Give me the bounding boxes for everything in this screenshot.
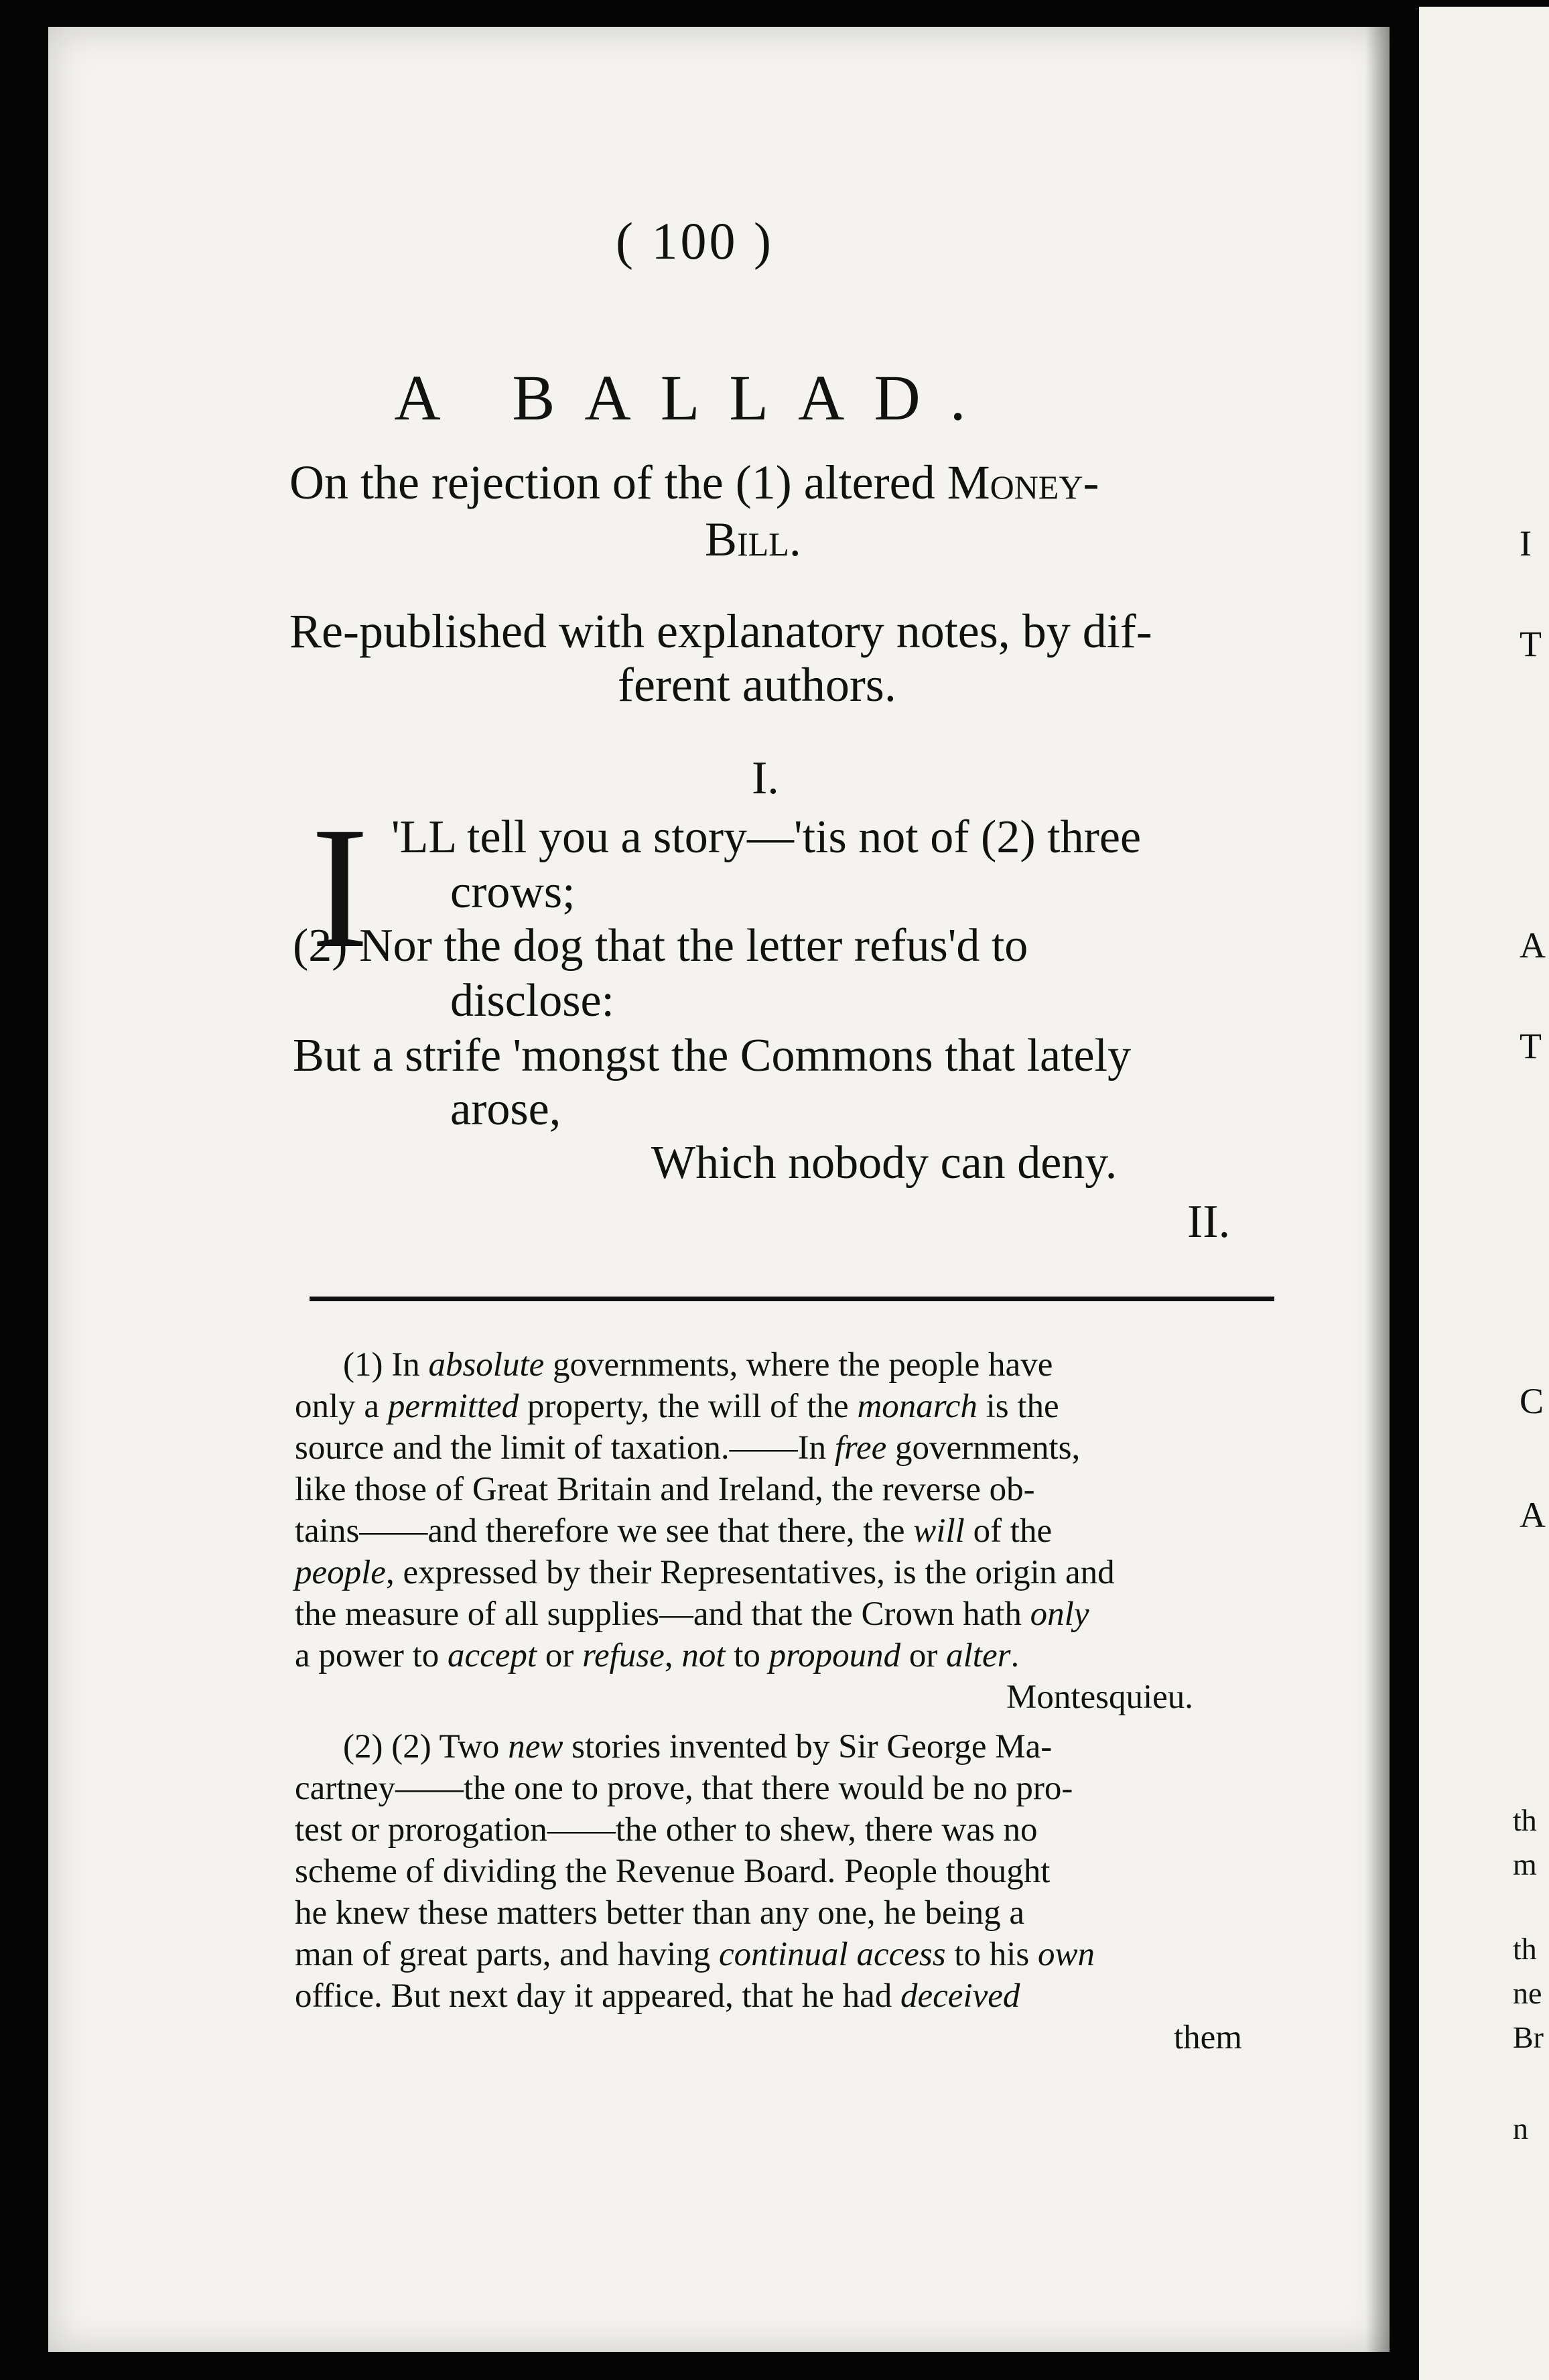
drop-cap: I [311,791,369,984]
catchword: II. [1187,1196,1231,1248]
adjacent-fragment: A [1520,925,1546,966]
note-1-line-2: only a permitted property, the will of the monarch is the [295,1388,1059,1425]
subtitle-line-4: ferent authors. [618,658,896,712]
adjacent-fragment: C [1520,1381,1544,1421]
stanza-number: I. [752,752,779,804]
subtitle-bill-word: Bill. [705,513,801,566]
page-number: ( 100 ) [616,212,774,270]
verse-line-6: arose, [450,1083,561,1135]
note-1-line-6: people, expressed by their Representatives, is the origin and [295,1554,1115,1591]
note-2-line-1: (2) (2) Two new stories invented by Sir George Ma- [343,1728,1053,1766]
adjacent-page-edge [1419,7,1549,2380]
note-2-line-5: he knew these matters better than any one, he being a [295,1894,1025,1932]
ballad-title: A BALLAD. [394,362,996,434]
subtitle-line-3: Re-published with explanatory notes, by dif- [289,604,1152,658]
adjacent-fragment: ne [1513,1976,1542,2010]
verse-line-1: 'LL tell you a story—'tis not of (2) three [391,811,1142,863]
verse-line-4: disclose: [450,975,614,1027]
adjacent-fragment: T [1520,624,1542,664]
note-1-line-8: a power to accept or refuse, not to propound or alter. [295,1637,1020,1674]
adjacent-fragment: Br [1513,2020,1544,2054]
note-1-line-1: (1) In absolute governments, where the people have [343,1346,1053,1384]
subtitle-line-1-text: On the rejection of the (1) altered [289,456,947,509]
subtitle-line-1 [289,456,1099,509]
footnote-rule [310,1297,1274,1301]
subtitle-money-word: Money- [947,456,1099,509]
adjacent-fragment: n [1513,2111,1528,2145]
note-2-catchword: them [1174,2019,1242,2056]
adjacent-fragment: I [1520,523,1532,564]
note-2-line-3: test or prorogation——the other to shew, there was no [295,1811,1038,1849]
verse-line-7: Which nobody can deny. [651,1137,1118,1189]
verse-line-2: crows; [450,866,576,918]
adjacent-fragment: th [1513,1932,1537,1966]
note-2-line-4: scheme of dividing the Revenue Board. People thought [295,1853,1051,1890]
note-1-line-5: tains——and therefore we see that there, the will of the [295,1512,1053,1550]
adjacent-fragment: A [1520,1495,1546,1535]
note-1-line-3: source and the limit of taxation.——In free governments, [295,1429,1081,1467]
note-1-attribution: Montesquieu. [1006,1678,1194,1716]
adjacent-fragment: T [1520,1026,1542,1066]
note-1-line-7: the measure of all supplies—and that the Crown hath only [295,1595,1089,1633]
verse-line-3: (2) Nor the dog that the letter refus'd to [293,920,1028,972]
adjacent-fragment: th [1513,1803,1537,1837]
verse-line-5: But a strife 'mongst the Commons that lately [293,1030,1132,1081]
note-2-line-6: man of great parts, and having continual access to his own [295,1936,1095,1973]
note-2-line-2: cartney——the one to prove, that there would be no pro- [295,1770,1073,1807]
note-2-line-7: office. But next day it appeared, that he had deceived [295,1977,1020,2015]
book-page [48,27,1390,2352]
note-1-line-4: like those of Great Britain and Ireland, the reverse ob- [295,1471,1035,1508]
adjacent-fragment: m [1513,1847,1537,1881]
